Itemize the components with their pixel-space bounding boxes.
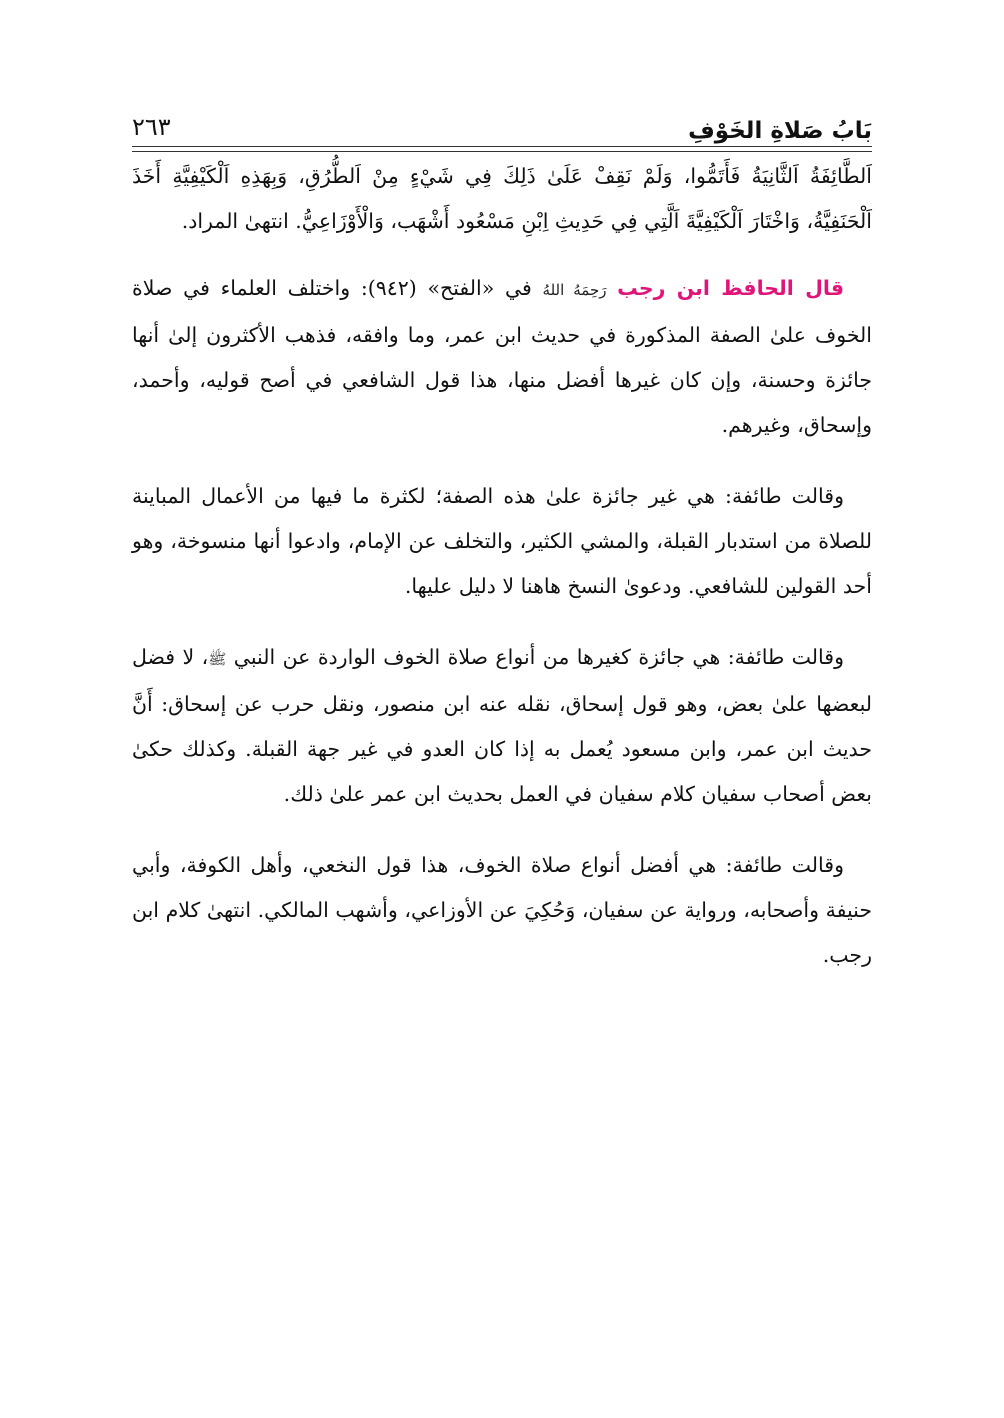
header-rule-top: [132, 146, 872, 147]
body-text: [132, 154, 872, 1004]
paragraph-fourth-opinion: [132, 843, 872, 978]
honorific-glyph: ﷺ: [208, 650, 227, 668]
book-page: [132, 0, 872, 1418]
header-rule-bottom: [132, 151, 872, 152]
paragraph-second-opinion: [132, 474, 872, 609]
page-number: ٢٦٣: [132, 113, 171, 141]
paragraph-text: وقالت طائفة: هي أفضل أنواع صلاة الخوف، هذا قول النخعي، وأهل الكوفة، وأبي حنيفة وأصحابه، ورواية عن سفيان، وَحُكِيَ عن الأوزاعي، وأشهب المالكي. انتهىٰ كلام ابن رجب.: [132, 853, 872, 967]
paragraph-continuation: [132, 154, 872, 244]
paragraph-third-opinion: [132, 635, 872, 817]
speaker-highlight: قال الحافظ ابن رجب: [617, 276, 844, 300]
honorific-glyph: رَحِمَهُ اللهُ: [542, 281, 607, 299]
paragraph-text: وقالت طائفة: هي غير جائزة علىٰ هذه الصفة؛ لكثرة ما فيها من الأعمال المباينة للصلاة من استدبار القبلة، والمشي الكثير، والتخلف عن الإمام، وادعوا أنها منسوخة، وهو أحد القولين للشافعي. ودعوىٰ النسخ هاهنا لا دليل عليها.: [132, 484, 872, 598]
paragraph-text: ، لا فضل لبعضها علىٰ بعض، وهو قول إسحاق، نقله عنه ابن منصور، ونقل حرب عن إسحاق: أَنَّ حديث ابن عمر، وابن مسعود يُعمل به إذا كان العدو في غير جهة القبلة. وكذلك حكىٰ بعض أصحاب سفيان كلام سفيان في العمل بحديث ابن عمر علىٰ ذلك.: [132, 645, 872, 806]
paragraph-text: في «الفتح» (٩٤٢): واختلف العلماء في صلاة الخوف علىٰ الصفة المذكورة في حديث ابن عمر، وما وافقه، فذهب الأكثرون إلىٰ أنها جائزة وحسنة، وإن كان غيرها أفضل منها، هذا قول الشافعي في أصح قوليه، وأحمد، وإسحاق، وغيرهم.: [132, 276, 872, 437]
chapter-title: بَابُ صَلاةِ الخَوْفِ: [688, 118, 872, 144]
paragraph-text-before: وقالت طائفة: هي جائزة كغيرها من أنواع صلاة الخوف الواردة عن النبي: [226, 645, 844, 669]
paragraph-text: اَلطَّائِفَةُ اَلثَّانِيَةُ فَأَتَمُّوا، وَلَمْ نَقِفْ عَلَىٰ ذَلِكَ فِي شَيْءٍ مِنْ اَلطُّرُقِ، وَبِهَذِهِ اَلْكَيْفِيَّةِ أَخَذَ اَلْحَنَفِيَّةُ، وَاخْتَارَ اَلْكَيْفِيَّةَ اَلَّتِي فِي حَدِيثِ اِبْنِ مَسْعُود أَشْهَب، وَالْأَوْزَاعِيُّ. انتهىٰ المراد.: [132, 164, 872, 233]
paragraph-ibn-rajab-quote: [132, 266, 872, 448]
